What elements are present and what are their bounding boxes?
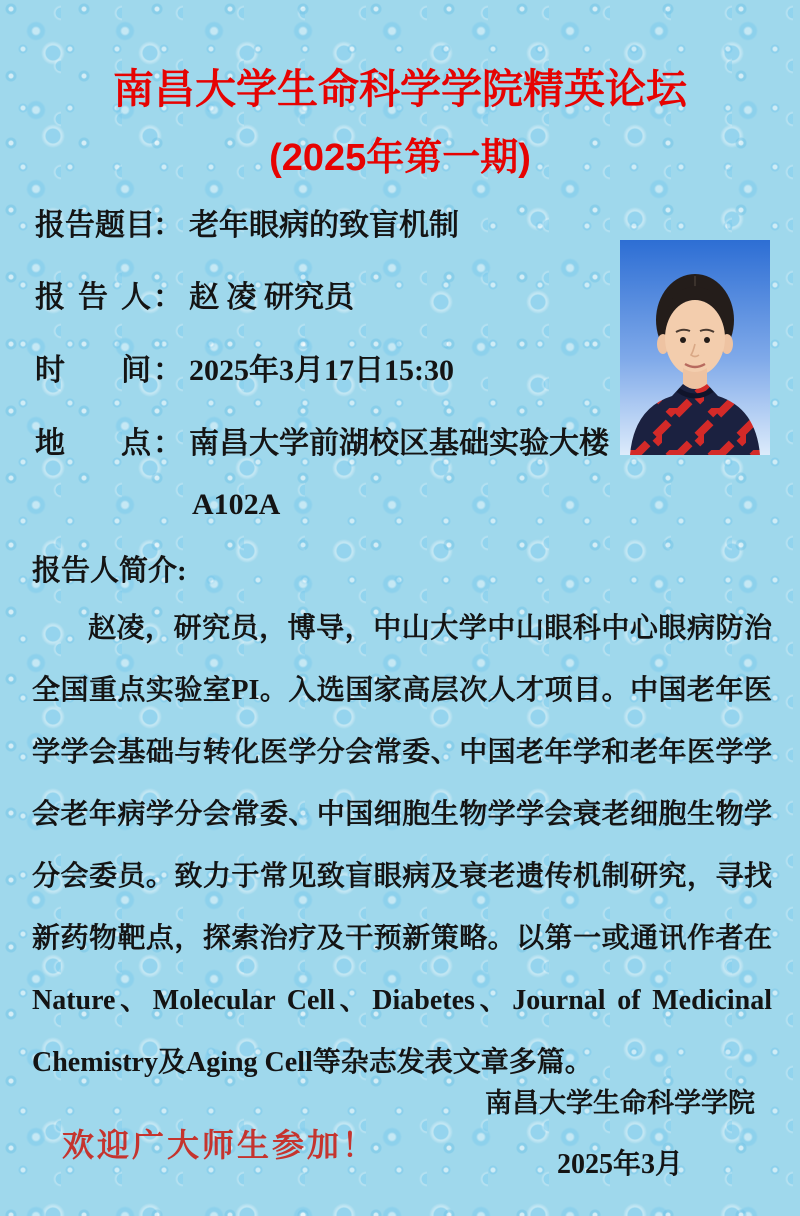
- welcome-message: 欢迎广大师生参加！: [62, 1127, 378, 1163]
- info-row-speaker: [35, 272, 354, 316]
- speaker-label: 报 告 人: [35, 281, 151, 314]
- signature-date: 2025年3月: [556, 1149, 683, 1180]
- location-value: 南昌大学前湖校区基础实验大楼: [189, 427, 609, 460]
- topic-colon: ：: [153, 209, 183, 242]
- speaker-value: 赵 凌 研究员: [189, 281, 354, 314]
- info-row-time: [35, 345, 454, 389]
- bio-heading: 报告人简介:: [32, 555, 187, 587]
- eye-left: [680, 337, 686, 343]
- location-label: 地 点: [35, 427, 151, 460]
- info-row-topic: [35, 200, 459, 244]
- topic-label: 报告题目: [35, 209, 155, 242]
- time-label: 时 间: [35, 354, 151, 387]
- speaker-colon: ：: [153, 281, 183, 314]
- bio-paragraph: 赵凌，研究员，博导，中山大学中山眼科中心眼病防治全国重点实验室PI。入选国家高层次人才项目。中国老年医学学会基础与转化医学分会常委、中国老年学和老年医学学会老年病学分会常委、中国细胞生物学学会衰老细胞生物学分会委员。致力于常见致盲眼病及衰老遗传机制研究，寻找新药物靶点，探索治疗及干预新策略。以第一或通讯作者在Nature、Molecular Cell、Diabetes、Journal of Medicinal Chemistry及Aging Cell等杂志发表文章多篇。: [32, 613, 772, 1078]
- signature-organization: 南昌大学生命科学学院: [485, 1088, 755, 1118]
- time-colon: ：: [153, 354, 183, 387]
- location-room: A102A: [192, 488, 281, 521]
- time-value: 2025年3月17日15:30: [189, 354, 454, 387]
- topic-value: 老年眼病的致盲机制: [189, 209, 459, 242]
- face: [665, 300, 725, 376]
- info-row-location: [35, 418, 609, 462]
- location-colon: ：: [153, 427, 183, 460]
- signature-block: [460, 1088, 780, 1182]
- poster-title-line2: (2025年第一期): [269, 137, 531, 179]
- speaker-photo: [620, 240, 770, 455]
- poster-title-line1: 南昌大学生命科学学院精英论坛: [113, 66, 687, 112]
- eye-right: [704, 337, 710, 343]
